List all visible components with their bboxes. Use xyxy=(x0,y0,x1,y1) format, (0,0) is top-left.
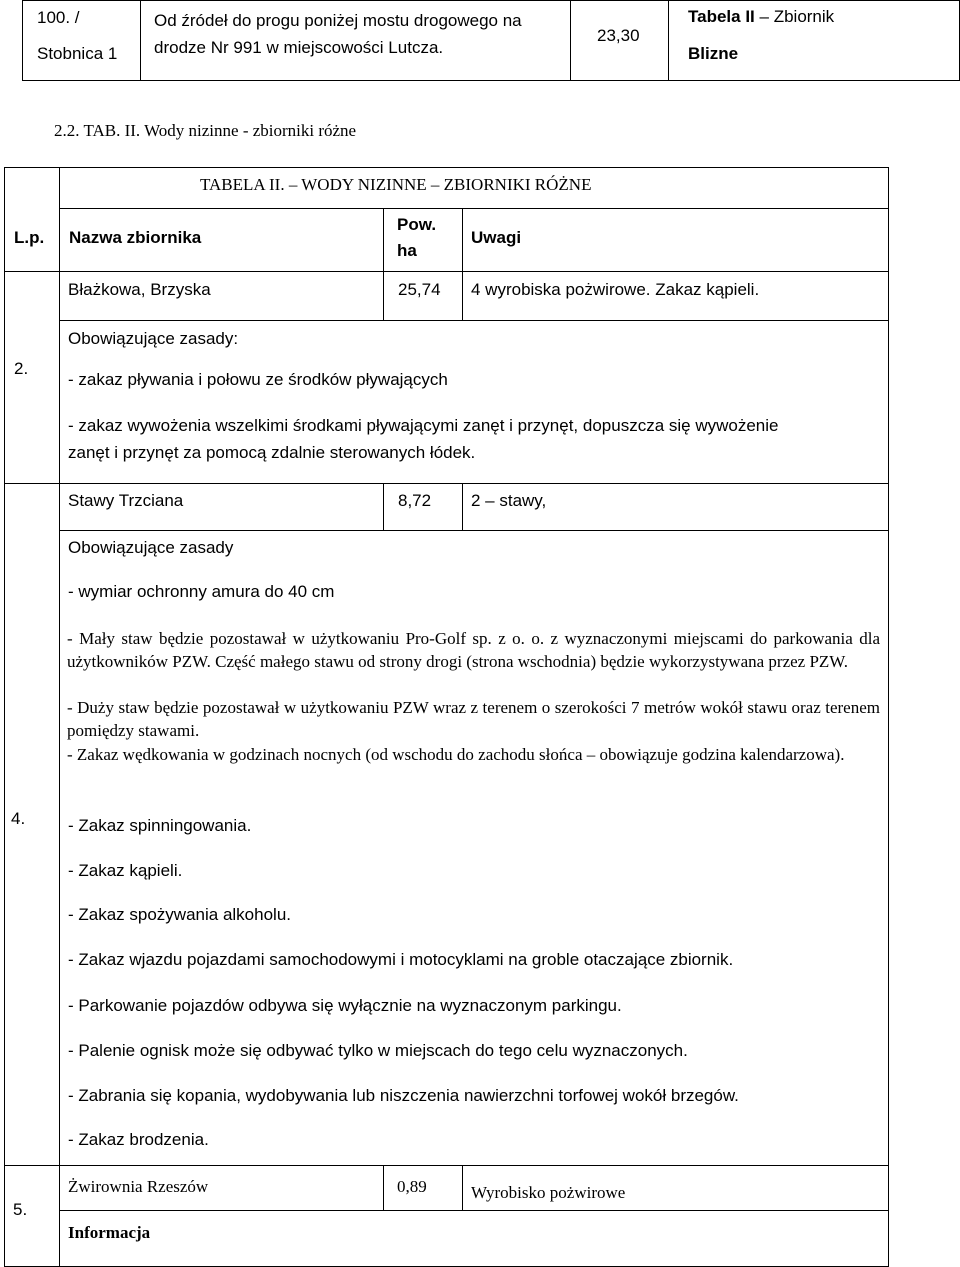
row4-rule-item: - Zakaz kąpieli. xyxy=(68,861,183,880)
row4-lp: 4. xyxy=(11,809,26,828)
row2-name: Błażkowa, Brzyska xyxy=(68,280,211,299)
top-area: 23,30 xyxy=(597,26,640,45)
row2-rule: - zakaz wywożenia wszelkimi środkami pływającymi zanęt i przynęt, dopuszcza się wywożenie xyxy=(68,416,779,435)
header-lp: L.p. xyxy=(14,228,45,247)
top-note-line2: Blizne xyxy=(688,44,739,63)
top-description-line2: drodze Nr 991 w miejscowości Lutcza. xyxy=(154,38,444,57)
row5-area: 0,89 xyxy=(397,1177,427,1196)
top-lp: 100. / xyxy=(37,8,80,27)
row4-rule-item: - Zakaz spinningowania. xyxy=(68,816,252,835)
row4-rule-duzy: - Duży staw będzie pozostawał w użytkowaniu PZW wraz z terenem o szerokości 7 metrów wokół stawu oraz terenem pomiędzy stawami. xyxy=(67,698,880,740)
row5-note: Wyrobisko pożwirowe xyxy=(471,1183,626,1202)
row2-note: 4 wyrobiska pożwirowe. Zakaz kąpieli. xyxy=(471,280,760,299)
row4-rule-item: - Zakaz brodzenia. xyxy=(68,1130,209,1149)
row5-name: Żwirownia Rzeszów xyxy=(68,1177,209,1196)
header-notes: Uwagi xyxy=(471,228,522,247)
row4-name: Stawy Trzciana xyxy=(68,491,184,510)
row4-rule-item: - Zakaz spożywania alkoholu. xyxy=(68,905,292,924)
row4-rule-item: - Palenie ognisk może się odbywać tylko w miejscach do tego celu wyznaczonych. xyxy=(68,1041,688,1060)
row4-rule-item: - Parkowanie pojazdów odbywa się wyłącznie na wyznaczonym parkingu. xyxy=(68,996,622,1015)
row4-note: 2 – stawy, xyxy=(471,491,547,510)
header-area-line2: ha xyxy=(397,241,417,260)
row2-area: 25,74 xyxy=(398,280,441,299)
row2-rules-title: Obowiązujące zasady: xyxy=(68,329,239,348)
row4-rule-amur: - wymiar ochronny amura do 40 cm xyxy=(68,582,335,601)
row4-rule-noc: - Zakaz wędkowania w godzinach nocnych (od wschodu do zachodu słońca – obowiązuje godzina kalendarzowa). xyxy=(67,745,845,764)
top-note-bold: Tabela II xyxy=(688,7,755,26)
section-heading: 2.2. TAB. II. Wody nizinne - zbiorniki różne xyxy=(54,121,357,140)
top-note-plain: Zbiornik xyxy=(773,7,835,26)
top-description-line1: Od źródeł do progu poniżej mostu drogowego na xyxy=(154,11,522,30)
row2-lp: 2. xyxy=(14,359,29,378)
row2-rule: - zakaz pływania i połowu ze środków pływających xyxy=(68,370,448,389)
row4-rule-item: - Zakaz wjazdu pojazdami samochodowymi i motocyklami na groble otaczające zbiornik. xyxy=(68,950,734,969)
row4-area: 8,72 xyxy=(398,491,432,510)
top-note-line1 xyxy=(688,6,834,27)
row4-rules-title: Obowiązujące zasady xyxy=(68,538,234,557)
top-note-dash: – xyxy=(759,7,769,26)
row2-rule: zanęt i przynęt za pomocą zdalnie sterowanych łódek. xyxy=(68,443,476,462)
row4-rule-maly: - Mały staw będzie pozostawał w użytkowaniu Pro-Golf sp. z o. o. z wyznaczonymi miejscami do parkowania dla użytkowników PZW. Część małego stawu od strony drogi (strona wschodnia) będzie wykorzystywana przez PZW. xyxy=(67,629,880,671)
row4-rule-item: - Zabrania się kopania, wydobywania lub niszczenia nawierzchni torfowej wokół brzegów. xyxy=(68,1086,739,1105)
row5-lp: 5. xyxy=(13,1200,28,1219)
row5-info: Informacja xyxy=(68,1223,151,1242)
table-title: TABELA II. – WODY NIZINNE – ZBIORNIKI RÓŻNE xyxy=(200,175,592,194)
header-area-line1: Pow. xyxy=(397,215,437,234)
top-page: Stobnica 1 xyxy=(37,44,118,63)
header-name: Nazwa zbiornika xyxy=(69,228,202,247)
